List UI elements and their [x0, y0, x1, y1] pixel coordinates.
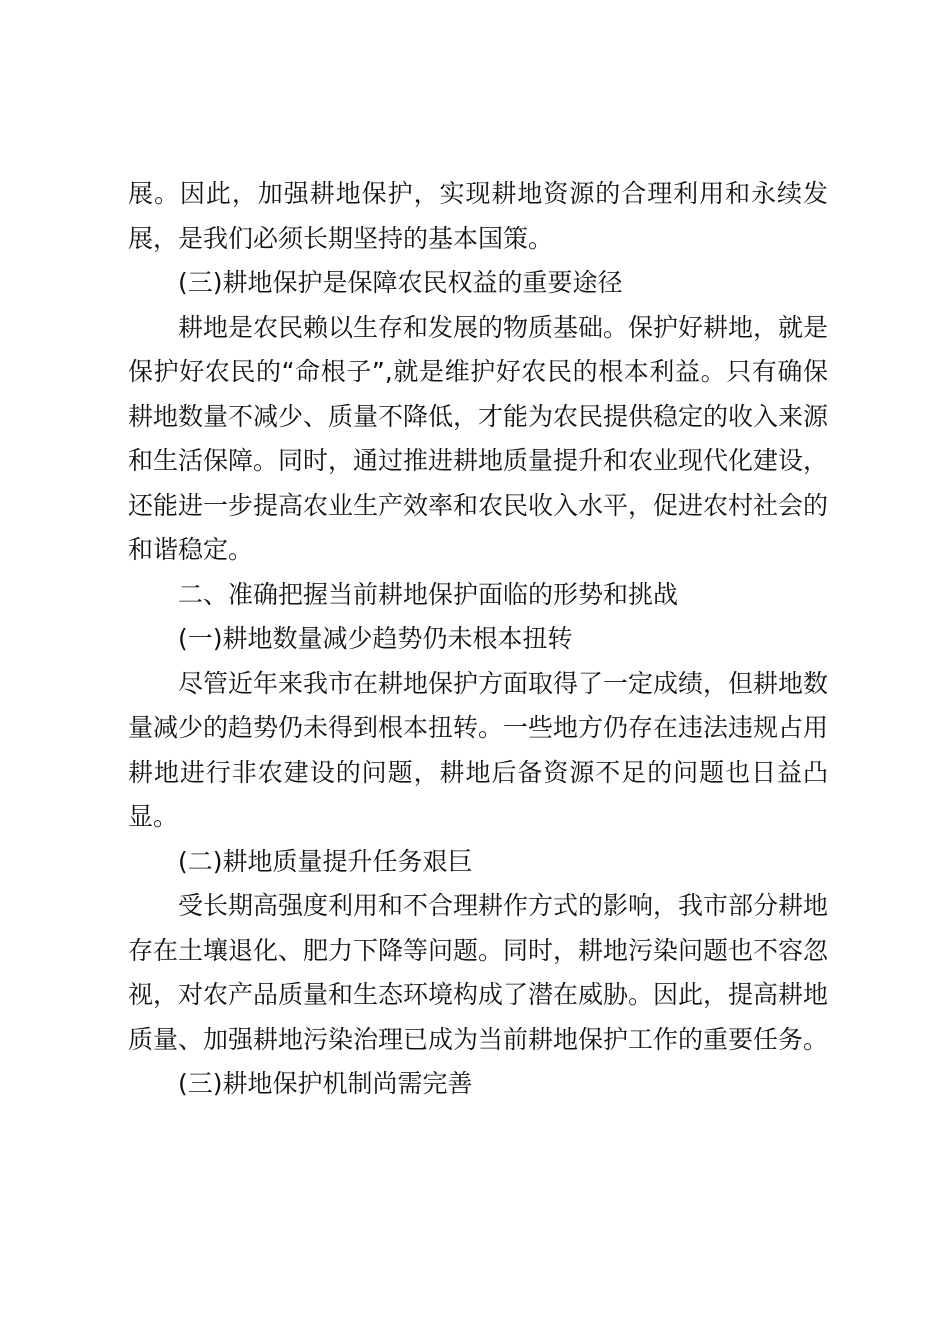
chapter-heading-2-situation: 二、准确把握当前耕地保护面临的形势和挑战: [178, 579, 679, 609]
paragraph-quality: 受长期高强度利用和不合理耕作方式的影响，我市部分耕地存在土壤退化、肥力下降等问题。同时，耕地污染问题也不容忽视，对农产品质量和生态环境构成了潜在威胁。因此，提高耕地质量、加强耕地污染治理已成为当前耕地保护工作的重要任务。: [128, 891, 829, 1054]
document-body: [128, 172, 828, 1107]
section-heading-3-mechanism: (三)耕地保护机制尚需完善: [178, 1069, 473, 1098]
paragraph-farmers-rights: 耕地是农民赖以生存和发展的物质基础。保护好耕地，就是保护好农民的“命根子”,就是维护好农民的根本利益。只有确保耕地数量不减少、质量不降低，才能为农民提供稳定的收入来源和生活保障。同时，通过推进耕地质量提升和农业现代化建设，还能进一步提高农业生产效率和农民收入水平，促进农村社会的和谐稳定。: [128, 312, 829, 564]
paragraph-quantity: 尽管近年来我市在耕地保护方面取得了一定成绩，但耕地数量减少的趋势仍未得到根本扭转。一些地方仍存在违法违规占用耕地进行非农建设的问题，耕地后备资源不足的问题也日益凸显。: [128, 668, 829, 831]
paragraph-continuation: 展。因此，加强耕地保护，实现耕地资源的合理利用和永续发展，是我们必须长期坚持的基本国策。: [128, 179, 828, 253]
section-heading-3-farmers-rights: (三)耕地保护是保障农民权益的重要途径: [178, 268, 623, 297]
section-heading-1-quantity: (一)耕地数量减少趋势仍未根本扭转: [178, 624, 573, 653]
section-heading-2-quality: (二)耕地质量提升任务艰巨: [178, 846, 473, 876]
